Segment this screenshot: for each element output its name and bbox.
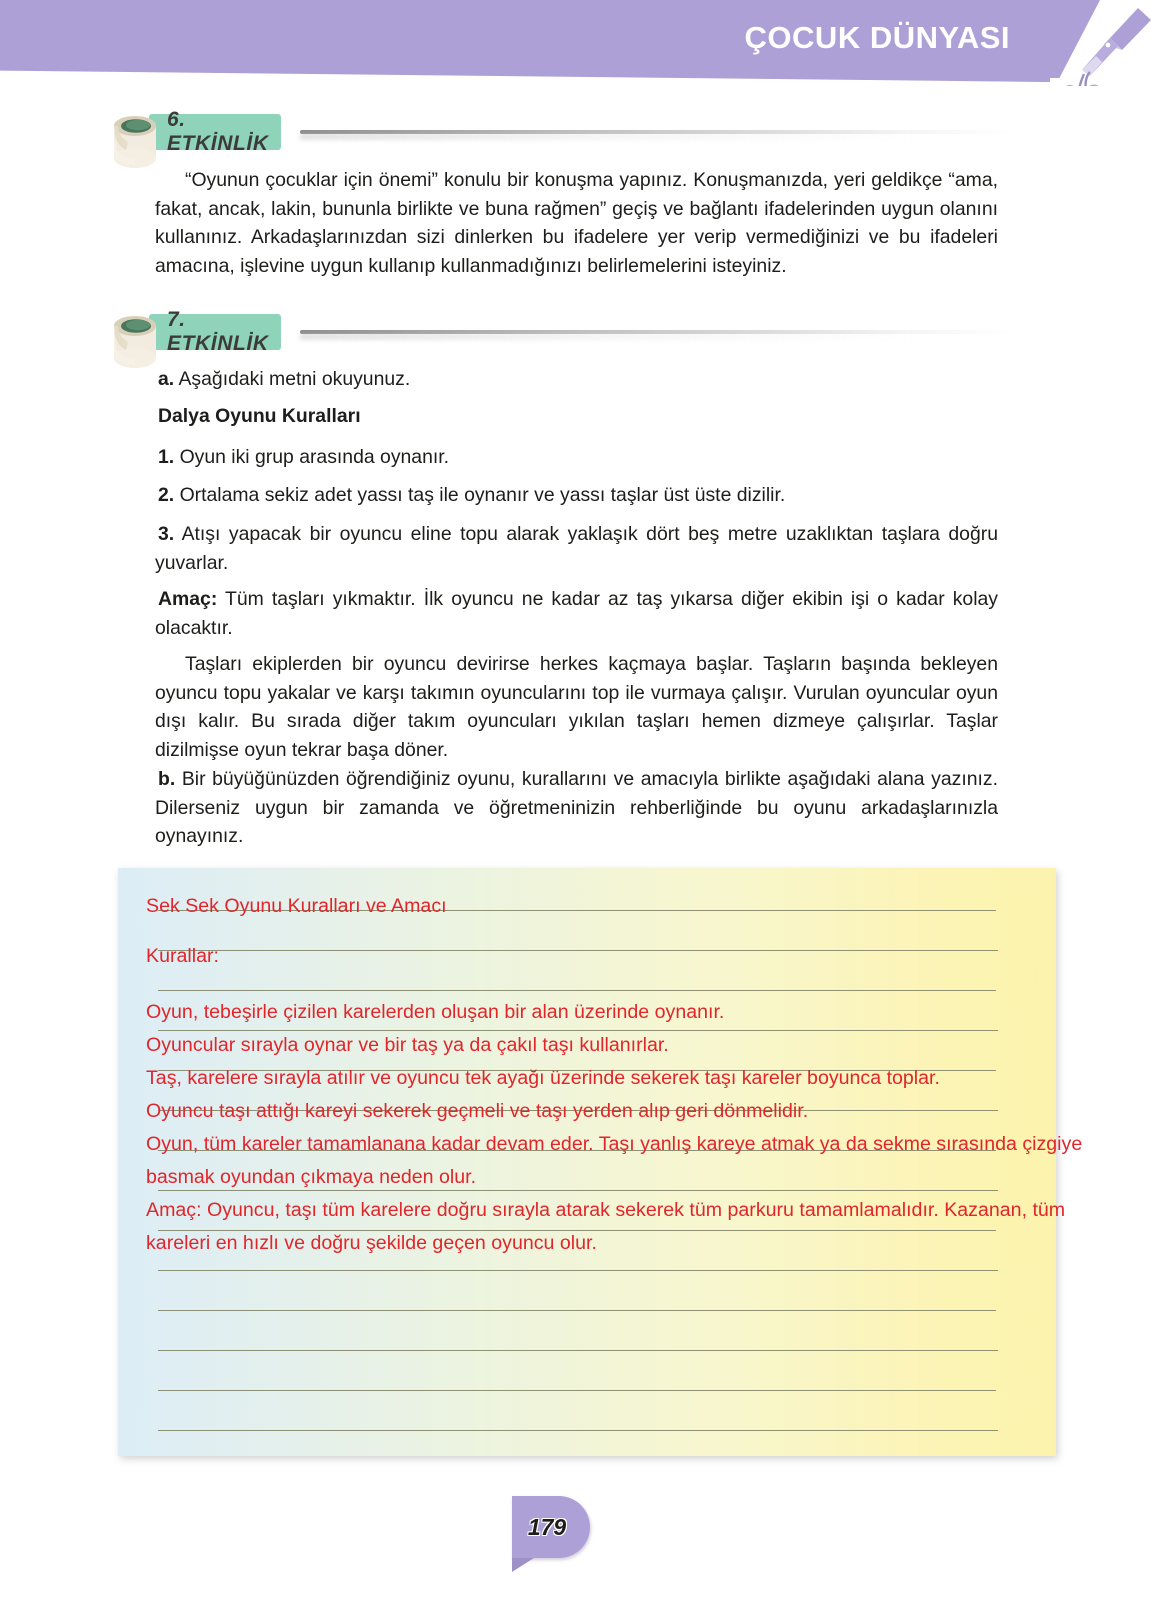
answer-line-4: Oyuncu taşı attığı kareyi sekerek geçmeli ve taşı yerden alıp geri dönmelidir. (146, 1100, 809, 1122)
page-title: ÇOCUK DÜNYASI (744, 20, 1010, 55)
rule-3-marker: 3. (158, 523, 175, 545)
rule-line (158, 950, 998, 951)
answer-title: Sek Sek Oyunu Kuralları ve Amacı (146, 895, 447, 917)
page-number-label: 179 (527, 1513, 567, 1540)
page-header (0, 0, 1151, 86)
activity-6-label: 6. ETKİNLİK (167, 108, 269, 155)
rule-2-text: Ortalama sekiz adet yassı taş ile oynanır ve yassı taşlar üst üste dizilir. (179, 484, 786, 506)
rule-line (158, 1350, 998, 1351)
fountain-pen-icon (1018, 0, 1151, 86)
text-heading: Dalya Oyunu Kuralları (158, 405, 361, 427)
rule-line (158, 990, 996, 991)
item-b-text: Bir büyüğünüzden öğrendiğiniz oyunu, kurallarını ve amacıyla birlikte aşağıdaki alana yazınız. Dilerseniz uygun bir zamanda ve öğretmeninizin rehberliğinde bu oyunu arkadaşlarınızla oynayınız. (155, 768, 998, 848)
answer-rules-label: Kurallar: (146, 945, 219, 967)
rule-line (158, 1310, 996, 1311)
activity-7-label: 7. ETKİNLİK (167, 308, 269, 355)
rule-line (158, 1390, 996, 1391)
rule-item-3 (155, 520, 998, 577)
answer-line-6: Amaç: Oyuncu, taşı tüm karelere doğru sırayla atarak sekerek tüm parkuru tamamlamalıdır. Kazanan, tüm kareleri en hızlı ve doğru şekilde geçen oyuncu olur. (146, 1199, 1066, 1255)
purpose-block (155, 585, 998, 642)
purpose-text: Tüm taşları yıkmaktır. İlk oyuncu ne kadar az taş yıkarsa diğer ekibin işi o kadar kolay olacaktır. (155, 588, 998, 639)
answer-line-3: Taş, karelere sırayla atılır ve oyuncu tek ayağı üzerinde sekerek taşı kareler boyunca toplar. (146, 1067, 940, 1089)
student-answer-sheet[interactable] (118, 868, 1083, 1456)
paper-roll-icon (112, 314, 158, 368)
rule-2-marker: 2. (158, 484, 175, 506)
rule-item-1 (158, 443, 1001, 472)
game-description: Taşları ekiplerden bir oyuncu devirirse herkes kaçmaya başlar. Taşların başında bekleyen oyuncu topu yakalar ve karşı takımın oyuncularını top ile vurmaya çalışır. Vurulan oyuncular oyun dışı kalır. Bu sırada diğer takım oyuncuları yıkılan taşları hemen dizmeye çalışırlar. Taşlar dizilmişse oyun tekrar başa döner. (155, 653, 998, 761)
rule-item-2 (158, 481, 1001, 510)
activity-6-paragraph: “Oyunun çocuklar için önemi” konulu bir konuşma yapınız. Konuşmanızda, yeri geldikçe “ama, fakat, ancak, lakin, bununla birlikte ve buna rağmen” geçiş ve bağlantı ifadelerinden uygun olanını kullanınız. Arkadaşlarınızdan sizi dinlerken bu ifadelere yer verip vermediğinizi ve bu ifadeleri amacına, işlevine uygun kullanıp kullanmadığınızı belirlemelerini isteyiniz. (155, 169, 998, 277)
answer-line-2: Oyuncular sırayla oynar ve bir taş ya da çakıl taşı kullanırlar. (146, 1034, 669, 1056)
page-number-tail (512, 1558, 534, 1572)
purpose-marker: Amaç: (158, 588, 218, 610)
item-b-marker: b. (158, 768, 176, 790)
rule-line (158, 1270, 998, 1271)
item-a-marker: a. (158, 368, 175, 390)
activity-7-chip (149, 308, 281, 355)
rule-1-text: Oyun iki grup arasında oynanır. (179, 446, 450, 468)
item-a (158, 365, 1001, 394)
item-b (155, 765, 998, 851)
rule-1-marker: 1. (158, 446, 175, 468)
paper-roll-icon (112, 114, 158, 168)
page-number-badge (512, 1496, 594, 1562)
answer-line-5: Oyun, tüm kareler tamamlanana kadar devam eder. Taşı yanlış kareye atmak ya da sekme sırasında çizgiye basmak oyundan çıkmaya neden olur. (146, 1133, 1083, 1189)
badge-rule-line (300, 130, 1016, 134)
item-a-text: Aşağıdaki metni okuyunuz. (178, 368, 411, 390)
rule-line (158, 1430, 998, 1431)
answer-line-1: Oyun, tebeşirle çizilen karelerden oluşan bir alan üzerinde oynanır. (146, 1001, 725, 1023)
rule-3-text: Atışı yapacak bir oyuncu eline topu alarak yaklaşık dört beş metre uzaklıktan taşlara doğru yuvarlar. (155, 523, 998, 574)
badge-rule-line (300, 330, 1016, 334)
activity-6-chip (149, 108, 281, 155)
